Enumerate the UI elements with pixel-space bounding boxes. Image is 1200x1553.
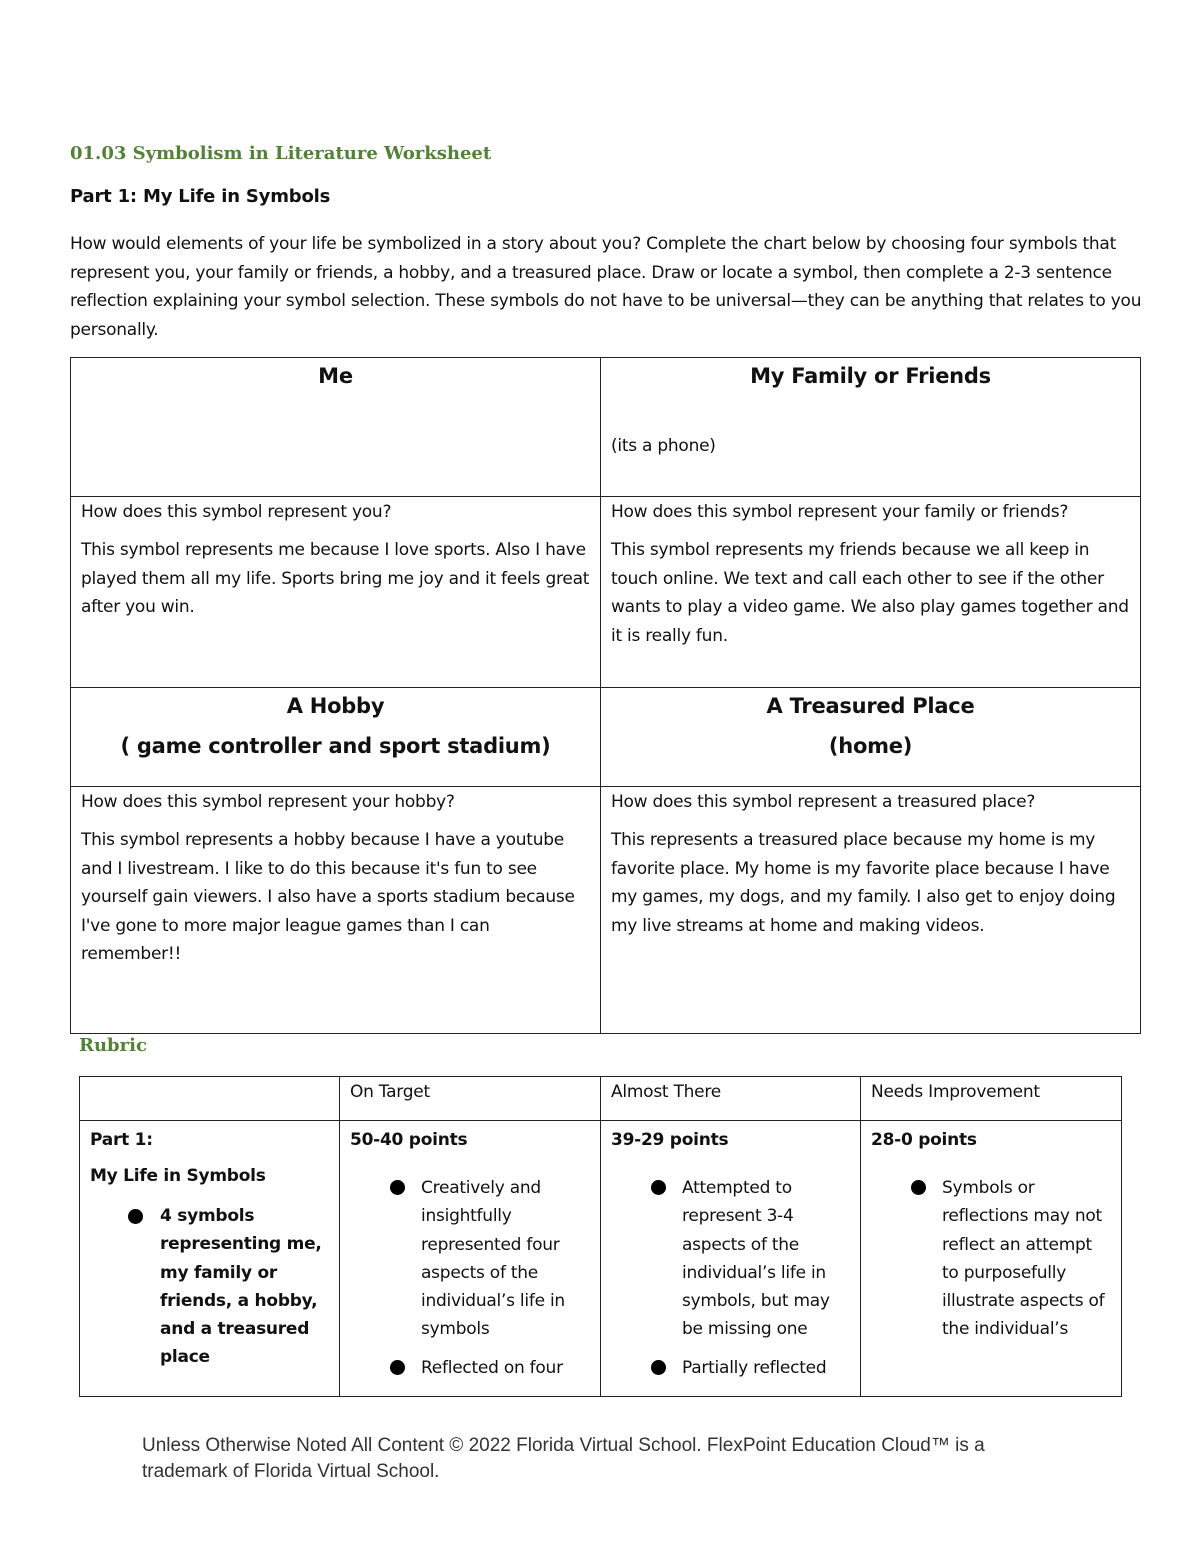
bullet-icon — [651, 1360, 666, 1375]
family-heading: My Family or Friends — [750, 364, 991, 388]
hobby-reflection-cell — [71, 787, 601, 1034]
hobby-question: How does this symbol represent your hobby? — [81, 792, 455, 812]
on-target-points: 50-40 points — [350, 1130, 468, 1150]
on-target-bullet: Creatively and insightfully represented four aspects of the individual’s life in symbols — [421, 1178, 565, 1340]
family-symbol-cell — [601, 358, 1141, 497]
intro-paragraph: How would elements of your life be symbolized in a story about you? Complete the chart below by choosing four symbols that represent you, your family or friends, a hobby, and a treasured place. Draw or locate a symbol, then complete a 2-3 sentence reflection explaining your symbol selection. These symbols do not have to be universal—they can be anything that relates to you personally. — [70, 234, 1142, 340]
copyright-footer: Unless Otherwise Noted All Content © 2022 Florida Virtual School. FlexPoint Education Cloud™ is a trademark of Florida Virtual School. — [142, 1435, 985, 1482]
rubric-criteria-cell — [80, 1121, 340, 1397]
rubric-row-part1 — [80, 1121, 1122, 1397]
worksheet-title: 01.03 Symbolism in Literature Worksheet — [70, 143, 492, 164]
on-target-cell — [340, 1121, 601, 1397]
criteria-part: Part 1: — [90, 1130, 153, 1150]
rubric-header-row — [80, 1077, 1122, 1121]
family-question: How does this symbol represent your family or friends? — [611, 502, 1069, 522]
on-target-list — [350, 1174, 590, 1382]
needs-improvement-cell — [861, 1121, 1122, 1397]
list-item — [611, 1354, 850, 1382]
rubric-label: Rubric — [79, 1035, 147, 1056]
place-question: How does this symbol represent a treasured place? — [611, 792, 1036, 812]
list-item — [611, 1174, 850, 1344]
me-heading: Me — [318, 364, 353, 388]
list-item — [350, 1174, 590, 1344]
criteria-bullet: 4 symbols representing me, my family or friends, a hobby, and a treasured place — [160, 1206, 322, 1368]
hobby-answer: This symbol represents a hobby because I have a youtube and I livestream. I like to do this because it's fun to see yourself gain viewers. I also have a sports stadium because I've gone to more major league games than I can remember!! — [81, 830, 575, 964]
symbols-table — [70, 357, 1141, 1034]
symbols-reflection-row — [71, 497, 1141, 688]
needs-improvement-points: 28-0 points — [871, 1130, 977, 1150]
hobby-heading: A Hobby — [286, 694, 385, 718]
needs-improvement-list — [871, 1174, 1111, 1344]
bullet-icon — [651, 1180, 666, 1195]
almost-there-points: 39-29 points — [611, 1130, 729, 1150]
bullet-icon — [128, 1209, 143, 1224]
bullet-icon — [390, 1360, 405, 1375]
me-answer: This symbol represents me because I love sports. Also I have played them all my life. Sports bring me joy and it feels great after you win. — [81, 540, 590, 617]
place-heading: A Treasured Place — [766, 694, 975, 718]
needs-improvement-bullet: Symbols or reflections may not reflect an attempt to purposefully illustrate aspects of the individual’s — [942, 1178, 1105, 1340]
place-reflection-cell — [601, 787, 1141, 1034]
rubric-header-needs-improvement: Needs Improvement — [861, 1077, 1122, 1121]
place-answer: This represents a treasured place because my home is my favorite place. My home is my favorite place because I have my games, my dogs, and my family. I also get to enjoy doing my live streams at home and making videos. — [611, 830, 1116, 936]
me-symbol-cell — [71, 358, 601, 497]
bullet-icon — [911, 1180, 926, 1195]
place-subheading: (home) — [828, 734, 913, 758]
almost-there-list — [611, 1174, 850, 1382]
rubric-table — [79, 1076, 1122, 1397]
part-heading: Part 1: My Life in Symbols — [70, 186, 331, 207]
family-reflection-cell — [601, 497, 1141, 688]
hobby-symbol-cell — [71, 688, 601, 787]
family-symbol-note: (its a phone) — [611, 436, 716, 456]
almost-there-bullet: Attempted to represent 3-4 aspects of the individual’s life in symbols, but may be missing one — [682, 1178, 830, 1340]
list-item — [90, 1202, 329, 1372]
rubric-header-blank — [80, 1077, 340, 1121]
list-item — [350, 1354, 590, 1382]
almost-there-bullet: Partially reflected — [682, 1357, 827, 1378]
me-reflection-cell — [71, 497, 601, 688]
symbols-reflection-row-2 — [71, 787, 1141, 1034]
on-target-bullet: Reflected on four — [421, 1357, 563, 1378]
rubric-header-almost-there: Almost There — [601, 1077, 861, 1121]
symbols-header-row — [71, 358, 1141, 497]
rubric-header-on-target: On Target — [340, 1077, 601, 1121]
family-answer: This symbol represents my friends because we all keep in touch online. We text and call each other to see if the other wants to play a video game. We also play games together and it is really fun. — [611, 540, 1129, 646]
place-symbol-cell — [601, 688, 1141, 787]
bullet-icon — [390, 1180, 405, 1195]
criteria-list — [90, 1202, 329, 1372]
hobby-subheading: ( game controller and sport stadium) — [120, 734, 551, 758]
list-item — [871, 1174, 1111, 1344]
me-question: How does this symbol represent you? — [81, 502, 392, 522]
criteria-name: My Life in Symbols — [90, 1166, 266, 1186]
almost-there-cell — [601, 1121, 861, 1397]
symbols-header-row-2 — [71, 688, 1141, 787]
